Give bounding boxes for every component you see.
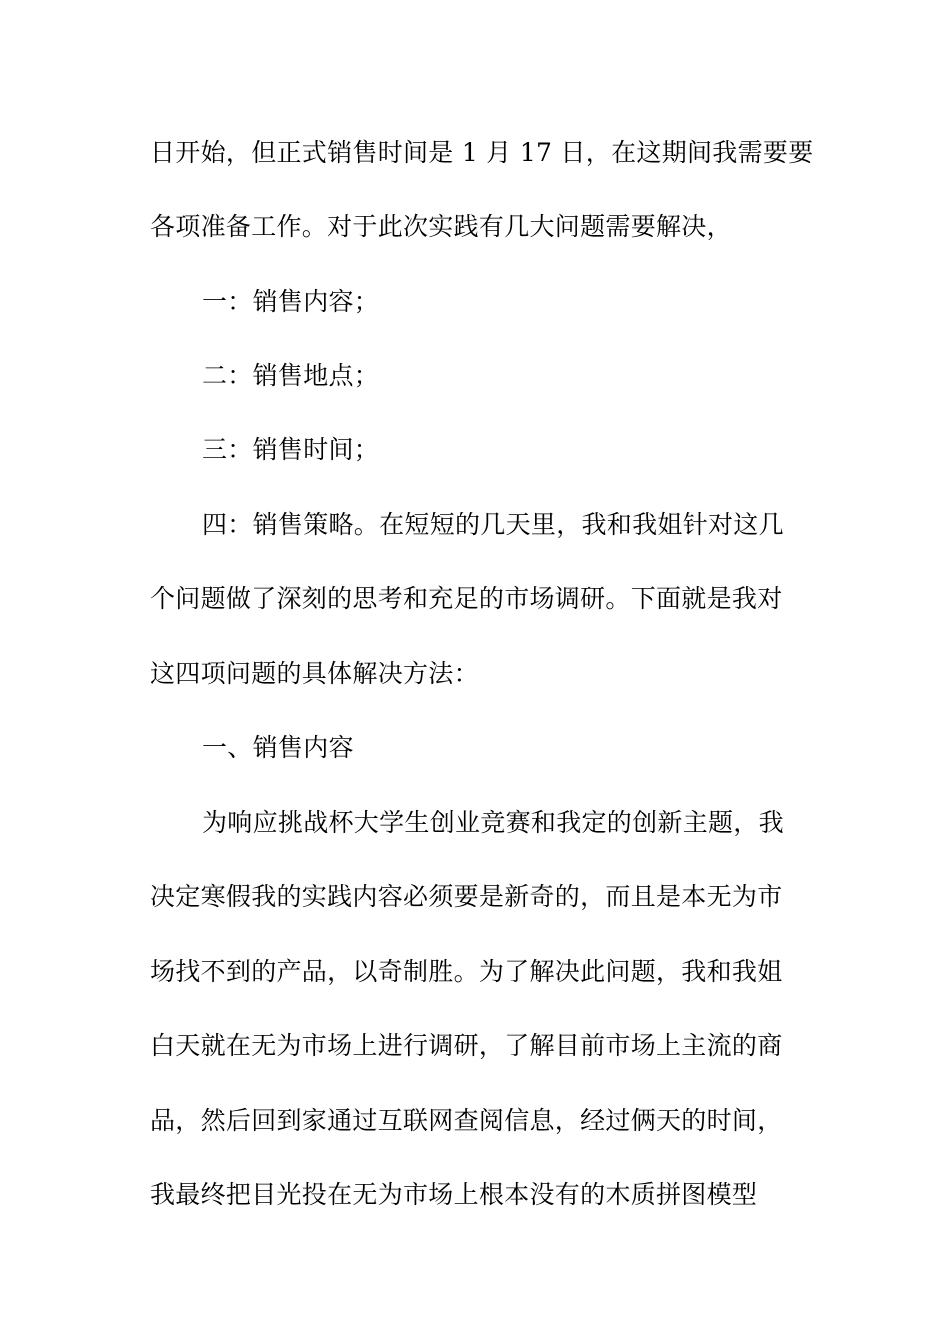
paragraph-line-6: 四：销售策略。在短短的几天里，我和我姐针对这几 [202, 510, 784, 539]
paragraph-line-15: 我最终把目光投在无为市场上根本没有的木质拼图模型 [150, 1180, 758, 1209]
list-item-sales-content: 一：销售内容； [202, 287, 380, 316]
paragraph-line-13: 白天就在无为市场上进行调研，了解目前市场上主流的商 [150, 1031, 783, 1060]
list-item-sales-time: 三：销售时间； [202, 435, 380, 464]
section-heading-sales-content: 一、销售内容 [202, 733, 354, 762]
list-item-sales-location: 二：销售地点； [202, 361, 380, 390]
paragraph-line-8: 这四项问题的具体解决方法： [150, 659, 479, 688]
paragraph-line-14: 品，然后回到家通过互联网查阅信息，经过俩天的时间， [150, 1106, 783, 1135]
paragraph-line-2: 各项准备工作。对于此次实践有几大问题需要解决， [150, 212, 732, 241]
paragraph-line-1: 日开始，但正式销售时间是 1 月 17 日，在这期间我需要要 [150, 138, 814, 167]
paragraph-line-12: 场找不到的产品，以奇制胜。为了解决此问题，我和我姐 [150, 957, 783, 986]
paragraph-line-10: 为响应挑战杯大学生创业竞赛和我定的创新主题，我 [202, 808, 784, 837]
paragraph-line-7: 个问题做了深刻的思考和充足的市场调研。下面就是我对 [150, 584, 783, 613]
paragraph-line-11: 决定寒假我的实践内容必须要是新奇的，而且是本无为市 [150, 882, 783, 911]
